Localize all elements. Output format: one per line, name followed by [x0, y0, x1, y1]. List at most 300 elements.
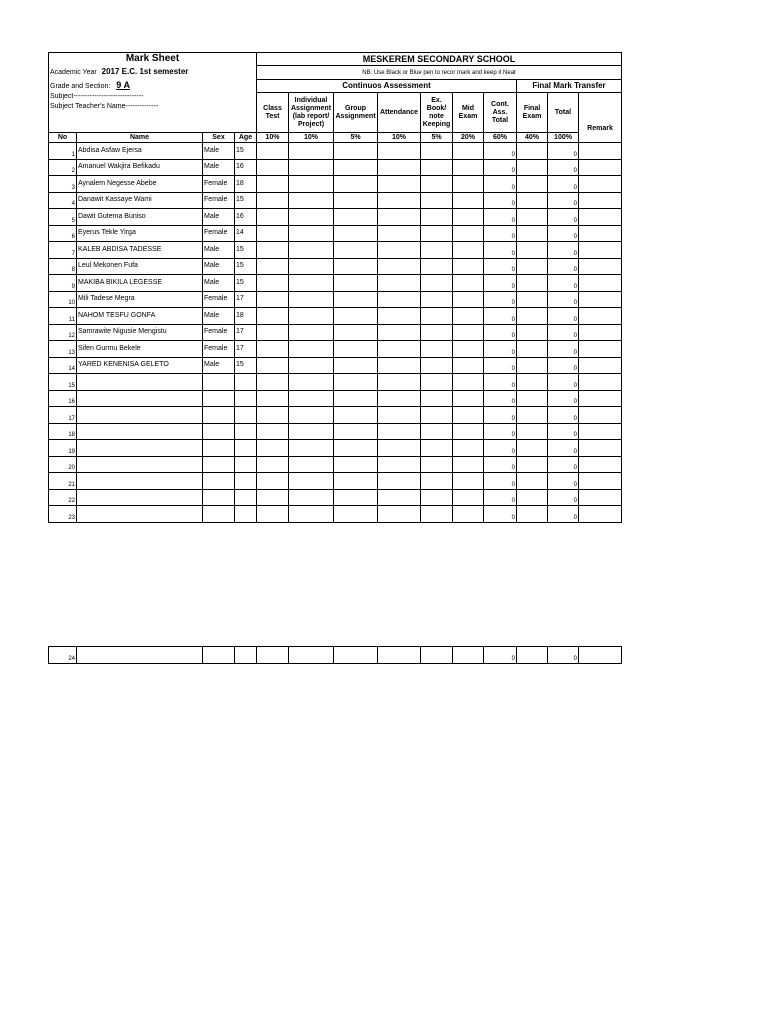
group-cell[interactable] — [334, 647, 378, 664]
individual-cell[interactable] — [289, 341, 334, 358]
group-cell[interactable] — [334, 407, 378, 424]
final-exam-cell[interactable] — [517, 506, 548, 523]
group-cell[interactable] — [334, 143, 378, 160]
student-sex[interactable] — [203, 440, 235, 457]
group-cell[interactable] — [334, 473, 378, 490]
final-mark-transfer-title: Final Mark Transfer — [517, 80, 622, 93]
remark-cell[interactable] — [579, 209, 622, 226]
student-sex[interactable]: Female — [203, 176, 235, 193]
final-exam-cell[interactable] — [517, 456, 548, 473]
class-test-cell[interactable] — [257, 489, 289, 506]
attendance-cell[interactable] — [378, 225, 421, 242]
student-name[interactable]: YARED KENENISA GELETO — [77, 357, 203, 374]
final-exam-cell[interactable] — [517, 324, 548, 341]
attendance-cell[interactable] — [378, 423, 421, 440]
class-test-cell[interactable] — [257, 423, 289, 440]
individual-cell[interactable] — [289, 242, 334, 259]
student-sex[interactable] — [203, 489, 235, 506]
ex-book-cell[interactable] — [421, 242, 453, 259]
class-test-cell[interactable] — [257, 242, 289, 259]
final-exam-cell[interactable] — [517, 357, 548, 374]
student-age[interactable] — [235, 473, 257, 490]
ex-book-cell[interactable] — [421, 506, 453, 523]
cont-total-cell: 0 — [484, 308, 517, 325]
student-age[interactable]: 15 — [235, 192, 257, 209]
class-test-cell[interactable] — [257, 225, 289, 242]
ex-book-cell[interactable] — [421, 423, 453, 440]
final-exam-cell[interactable] — [517, 440, 548, 457]
table-row — [49, 390, 622, 407]
class-test-cell[interactable] — [257, 209, 289, 226]
mid-exam-cell[interactable] — [453, 324, 484, 341]
table-row — [49, 324, 622, 341]
mid-exam-cell[interactable] — [453, 456, 484, 473]
student-name[interactable]: Sifen Gurmu Bekele — [77, 341, 203, 358]
weight-cont-total: 60% — [484, 133, 517, 143]
remark-cell[interactable] — [579, 423, 622, 440]
final-exam-cell[interactable] — [517, 225, 548, 242]
student-age[interactable]: 15 — [235, 242, 257, 259]
student-name[interactable] — [77, 489, 203, 506]
remark-cell[interactable] — [579, 225, 622, 242]
individual-cell[interactable] — [289, 407, 334, 424]
class-test-cell[interactable] — [257, 456, 289, 473]
class-test-cell[interactable] — [257, 506, 289, 523]
ex-book-cell[interactable] — [421, 192, 453, 209]
mid-exam-cell[interactable] — [453, 374, 484, 391]
group-cell[interactable] — [334, 324, 378, 341]
student-age[interactable] — [235, 407, 257, 424]
attendance-cell[interactable] — [378, 275, 421, 292]
student-sex[interactable] — [203, 506, 235, 523]
student-age[interactable]: 15 — [235, 258, 257, 275]
mid-exam-cell[interactable] — [453, 423, 484, 440]
class-test-cell[interactable] — [257, 357, 289, 374]
total-cell: 0 — [548, 258, 579, 275]
class-test-cell[interactable] — [257, 324, 289, 341]
extra-row-section — [48, 646, 622, 664]
student-sex[interactable] — [203, 374, 235, 391]
cont-total-cell: 0 — [484, 341, 517, 358]
group-cell[interactable] — [334, 258, 378, 275]
ex-book-cell[interactable] — [421, 473, 453, 490]
student-sex[interactable]: Male — [203, 357, 235, 374]
group-cell[interactable] — [334, 308, 378, 325]
group-cell[interactable] — [334, 357, 378, 374]
student-age[interactable]: 15 — [235, 357, 257, 374]
final-exam-cell[interactable] — [517, 159, 548, 176]
individual-cell[interactable] — [289, 390, 334, 407]
attendance-cell[interactable] — [378, 242, 421, 259]
student-name[interactable] — [77, 473, 203, 490]
individual-cell[interactable] — [289, 456, 334, 473]
mark-sheet-table — [48, 52, 622, 523]
mid-exam-cell[interactable] — [453, 159, 484, 176]
remark-cell[interactable] — [579, 407, 622, 424]
group-cell[interactable] — [334, 440, 378, 457]
group-cell[interactable] — [334, 489, 378, 506]
individual-cell[interactable] — [289, 489, 334, 506]
class-test-cell[interactable] — [257, 308, 289, 325]
mid-exam-cell[interactable] — [453, 308, 484, 325]
individual-cell[interactable] — [289, 308, 334, 325]
student-age[interactable]: 17 — [235, 291, 257, 308]
attendance-cell[interactable] — [378, 357, 421, 374]
mid-exam-cell[interactable] — [453, 473, 484, 490]
ex-book-cell[interactable] — [421, 143, 453, 160]
student-sex[interactable] — [203, 473, 235, 490]
remark-cell[interactable] — [579, 456, 622, 473]
remark-cell[interactable] — [579, 440, 622, 457]
group-cell[interactable] — [334, 423, 378, 440]
class-test-cell[interactable] — [257, 440, 289, 457]
individual-cell[interactable] — [289, 506, 334, 523]
final-exam-cell[interactable] — [517, 647, 548, 664]
remark-cell[interactable] — [579, 390, 622, 407]
cont-total-cell: 0 — [484, 159, 517, 176]
attendance-cell[interactable] — [378, 258, 421, 275]
ex-book-cell[interactable] — [421, 357, 453, 374]
final-exam-cell[interactable] — [517, 242, 548, 259]
mid-exam-cell[interactable] — [453, 176, 484, 193]
attendance-cell[interactable] — [378, 647, 421, 664]
student-age[interactable] — [235, 440, 257, 457]
weight-total: 100% — [548, 133, 579, 143]
student-sex[interactable]: Female — [203, 291, 235, 308]
individual-cell[interactable] — [289, 176, 334, 193]
student-age[interactable]: 18 — [235, 176, 257, 193]
total-cell: 0 — [548, 308, 579, 325]
remark-cell[interactable] — [579, 341, 622, 358]
individual-cell[interactable] — [289, 291, 334, 308]
student-name[interactable] — [77, 440, 203, 457]
class-test-cell[interactable] — [257, 374, 289, 391]
ex-book-cell[interactable] — [421, 489, 453, 506]
remark-cell[interactable] — [579, 506, 622, 523]
student-sex[interactable]: Female — [203, 324, 235, 341]
mid-exam-cell[interactable] — [453, 192, 484, 209]
mid-exam-cell[interactable] — [453, 647, 484, 664]
group-cell[interactable] — [334, 275, 378, 292]
individual-cell[interactable] — [289, 225, 334, 242]
mid-exam-cell[interactable] — [453, 506, 484, 523]
class-test-cell[interactable] — [257, 159, 289, 176]
attendance-cell[interactable] — [378, 341, 421, 358]
student-age[interactable]: 17 — [235, 341, 257, 358]
student-age[interactable] — [235, 390, 257, 407]
final-exam-cell[interactable] — [517, 407, 548, 424]
group-cell[interactable] — [334, 192, 378, 209]
group-cell[interactable] — [334, 390, 378, 407]
student-sex[interactable]: Female — [203, 192, 235, 209]
student-sex[interactable] — [203, 647, 235, 664]
mid-exam-cell[interactable] — [453, 242, 484, 259]
col-cont-total: Cont. Ass. Total — [484, 93, 517, 133]
student-name[interactable] — [77, 407, 203, 424]
student-age[interactable]: 15 — [235, 143, 257, 160]
student-sex[interactable]: Male — [203, 143, 235, 160]
group-cell[interactable] — [334, 291, 378, 308]
remark-cell[interactable] — [579, 473, 622, 490]
individual-cell[interactable] — [289, 143, 334, 160]
class-test-cell[interactable] — [257, 473, 289, 490]
attendance-cell[interactable] — [378, 143, 421, 160]
remark-cell[interactable] — [579, 489, 622, 506]
ex-book-cell[interactable] — [421, 647, 453, 664]
total-cell: 0 — [548, 489, 579, 506]
attendance-cell[interactable] — [378, 291, 421, 308]
final-exam-cell[interactable] — [517, 374, 548, 391]
group-cell[interactable] — [334, 341, 378, 358]
ex-book-cell[interactable] — [421, 407, 453, 424]
final-exam-cell[interactable] — [517, 209, 548, 226]
student-sex[interactable]: Male — [203, 209, 235, 226]
table-row — [49, 291, 622, 308]
student-age[interactable]: 18 — [235, 308, 257, 325]
attendance-cell[interactable] — [378, 308, 421, 325]
attendance-cell[interactable] — [378, 506, 421, 523]
remark-cell[interactable] — [579, 258, 622, 275]
student-sex[interactable] — [203, 390, 235, 407]
individual-cell[interactable] — [289, 357, 334, 374]
mid-exam-cell[interactable] — [453, 291, 484, 308]
ex-book-cell[interactable] — [421, 291, 453, 308]
ex-book-cell[interactable] — [421, 159, 453, 176]
individual-cell[interactable] — [289, 473, 334, 490]
ex-book-cell[interactable] — [421, 324, 453, 341]
student-name[interactable]: KALEB ABDISA TADESSE — [77, 242, 203, 259]
student-sex[interactable]: Female — [203, 341, 235, 358]
mid-exam-cell[interactable] — [453, 407, 484, 424]
attendance-cell[interactable] — [378, 407, 421, 424]
final-exam-cell[interactable] — [517, 291, 548, 308]
row-number: 3 — [49, 176, 77, 193]
individual-cell[interactable] — [289, 192, 334, 209]
student-name[interactable] — [77, 456, 203, 473]
ex-book-cell[interactable] — [421, 390, 453, 407]
remark-cell[interactable] — [579, 308, 622, 325]
final-exam-cell[interactable] — [517, 143, 548, 160]
final-exam-cell[interactable] — [517, 390, 548, 407]
student-name[interactable]: Dawit Gutema Buniso — [77, 209, 203, 226]
table-row — [49, 258, 622, 275]
col-final-exam: Final Exam — [517, 93, 548, 133]
student-sex[interactable]: Male — [203, 159, 235, 176]
mid-exam-cell[interactable] — [453, 357, 484, 374]
student-name[interactable] — [77, 374, 203, 391]
cont-total-cell: 0 — [484, 143, 517, 160]
final-exam-cell[interactable] — [517, 308, 548, 325]
remark-cell[interactable] — [579, 176, 622, 193]
group-cell[interactable] — [334, 456, 378, 473]
grade-value: 9 A — [116, 80, 130, 90]
remark-cell[interactable] — [579, 357, 622, 374]
student-name[interactable]: Eyerus Tekle Yirga — [77, 225, 203, 242]
student-name[interactable] — [77, 647, 203, 664]
group-cell[interactable] — [334, 209, 378, 226]
mid-exam-cell[interactable] — [453, 225, 484, 242]
class-test-cell[interactable] — [257, 143, 289, 160]
attendance-cell[interactable] — [378, 209, 421, 226]
group-cell[interactable] — [334, 225, 378, 242]
individual-cell[interactable] — [289, 324, 334, 341]
student-sex[interactable] — [203, 456, 235, 473]
attendance-cell[interactable] — [378, 324, 421, 341]
student-sex[interactable]: Male — [203, 258, 235, 275]
ex-book-cell[interactable] — [421, 308, 453, 325]
ex-book-cell[interactable] — [421, 456, 453, 473]
sheet-title: Mark Sheet — [49, 53, 257, 66]
student-name[interactable]: NAHOM TESFU GONFA — [77, 308, 203, 325]
class-test-cell[interactable] — [257, 390, 289, 407]
mid-exam-cell[interactable] — [453, 390, 484, 407]
student-age[interactable] — [235, 456, 257, 473]
total-cell: 0 — [548, 374, 579, 391]
student-name[interactable]: Danawit Kassaye Wami — [77, 192, 203, 209]
class-test-cell[interactable] — [257, 192, 289, 209]
table-row — [49, 357, 622, 374]
student-name[interactable] — [77, 390, 203, 407]
individual-cell[interactable] — [289, 275, 334, 292]
mid-exam-cell[interactable] — [453, 258, 484, 275]
attendance-cell[interactable] — [378, 159, 421, 176]
student-age[interactable]: 14 — [235, 225, 257, 242]
attendance-cell[interactable] — [378, 489, 421, 506]
group-cell[interactable] — [334, 506, 378, 523]
ex-book-cell[interactable] — [421, 258, 453, 275]
group-cell[interactable] — [334, 242, 378, 259]
student-name[interactable]: Mili Tadese Megra — [77, 291, 203, 308]
attendance-cell[interactable] — [378, 192, 421, 209]
mid-exam-cell[interactable] — [453, 489, 484, 506]
mid-exam-cell[interactable] — [453, 341, 484, 358]
class-test-cell[interactable] — [257, 647, 289, 664]
attendance-cell[interactable] — [378, 456, 421, 473]
mid-exam-cell[interactable] — [453, 440, 484, 457]
class-test-cell[interactable] — [257, 275, 289, 292]
student-age[interactable] — [235, 374, 257, 391]
remark-cell[interactable] — [579, 275, 622, 292]
remark-cell[interactable] — [579, 324, 622, 341]
student-sex[interactable]: Male — [203, 308, 235, 325]
student-name[interactable]: MAKIBA BIKILA LEGESSE — [77, 275, 203, 292]
subject-info — [49, 93, 257, 133]
class-test-cell[interactable] — [257, 407, 289, 424]
class-test-cell[interactable] — [257, 176, 289, 193]
student-name[interactable]: Aynalem Negesse Abebe — [77, 176, 203, 193]
final-exam-cell[interactable] — [517, 176, 548, 193]
row-number: 20 — [49, 456, 77, 473]
student-age[interactable]: 16 — [235, 159, 257, 176]
final-exam-cell[interactable] — [517, 192, 548, 209]
group-cell[interactable] — [334, 176, 378, 193]
table-row — [49, 143, 622, 160]
mid-exam-cell[interactable] — [453, 275, 484, 292]
class-test-cell[interactable] — [257, 341, 289, 358]
remark-cell[interactable] — [579, 192, 622, 209]
student-age[interactable] — [235, 647, 257, 664]
student-sex[interactable]: Male — [203, 275, 235, 292]
student-age[interactable] — [235, 506, 257, 523]
weight-individual: 10% — [289, 133, 334, 143]
ex-book-cell[interactable] — [421, 374, 453, 391]
row-number: 1 — [49, 143, 77, 160]
mid-exam-cell[interactable] — [453, 209, 484, 226]
individual-cell[interactable] — [289, 647, 334, 664]
ex-book-cell[interactable] — [421, 341, 453, 358]
student-name[interactable]: Amanuel Wakjira Befikadu — [77, 159, 203, 176]
student-sex[interactable]: Female — [203, 225, 235, 242]
group-cell[interactable] — [334, 374, 378, 391]
attendance-cell[interactable] — [378, 440, 421, 457]
student-age[interactable] — [235, 423, 257, 440]
individual-cell[interactable] — [289, 423, 334, 440]
student-age[interactable]: 15 — [235, 275, 257, 292]
total-cell: 0 — [548, 324, 579, 341]
student-sex[interactable] — [203, 407, 235, 424]
final-exam-cell[interactable] — [517, 473, 548, 490]
ex-book-cell[interactable] — [421, 176, 453, 193]
remark-cell[interactable] — [579, 143, 622, 160]
student-name[interactable] — [77, 506, 203, 523]
class-test-cell[interactable] — [257, 258, 289, 275]
student-age[interactable] — [235, 489, 257, 506]
group-cell[interactable] — [334, 159, 378, 176]
individual-cell[interactable] — [289, 159, 334, 176]
ex-book-cell[interactable] — [421, 440, 453, 457]
row-number: 17 — [49, 407, 77, 424]
extra-row-table — [48, 646, 622, 664]
remark-cell[interactable] — [579, 159, 622, 176]
final-exam-cell[interactable] — [517, 489, 548, 506]
attendance-cell[interactable] — [378, 374, 421, 391]
individual-cell[interactable] — [289, 209, 334, 226]
final-exam-cell[interactable] — [517, 275, 548, 292]
ex-book-cell[interactable] — [421, 209, 453, 226]
class-test-cell[interactable] — [257, 291, 289, 308]
final-exam-cell[interactable] — [517, 258, 548, 275]
ex-book-cell[interactable] — [421, 275, 453, 292]
remark-cell[interactable] — [579, 647, 622, 664]
attendance-cell[interactable] — [378, 390, 421, 407]
individual-cell[interactable] — [289, 440, 334, 457]
student-age[interactable]: 16 — [235, 209, 257, 226]
student-name[interactable]: Samrawite Nigusie Mengistu — [77, 324, 203, 341]
remark-cell[interactable] — [579, 291, 622, 308]
student-sex[interactable] — [203, 423, 235, 440]
attendance-cell[interactable] — [378, 176, 421, 193]
mid-exam-cell[interactable] — [453, 143, 484, 160]
cont-total-cell: 0 — [484, 291, 517, 308]
final-exam-cell[interactable] — [517, 423, 548, 440]
attendance-cell[interactable] — [378, 473, 421, 490]
ex-book-cell[interactable] — [421, 225, 453, 242]
student-sex[interactable]: Male — [203, 242, 235, 259]
row-number: 5 — [49, 209, 77, 226]
school-name: MESKEREM SECONDARY SCHOOL — [257, 53, 622, 66]
student-age[interactable]: 17 — [235, 324, 257, 341]
remark-cell[interactable] — [579, 374, 622, 391]
student-name[interactable] — [77, 423, 203, 440]
cont-total-cell: 0 — [484, 390, 517, 407]
table-row — [49, 456, 622, 473]
student-name[interactable]: Leul Mekonen Fufa — [77, 258, 203, 275]
individual-cell[interactable] — [289, 374, 334, 391]
remark-cell[interactable] — [579, 242, 622, 259]
individual-cell[interactable] — [289, 258, 334, 275]
student-name[interactable]: Abdisa Asfaw Ejersa — [77, 143, 203, 160]
final-exam-cell[interactable] — [517, 341, 548, 358]
